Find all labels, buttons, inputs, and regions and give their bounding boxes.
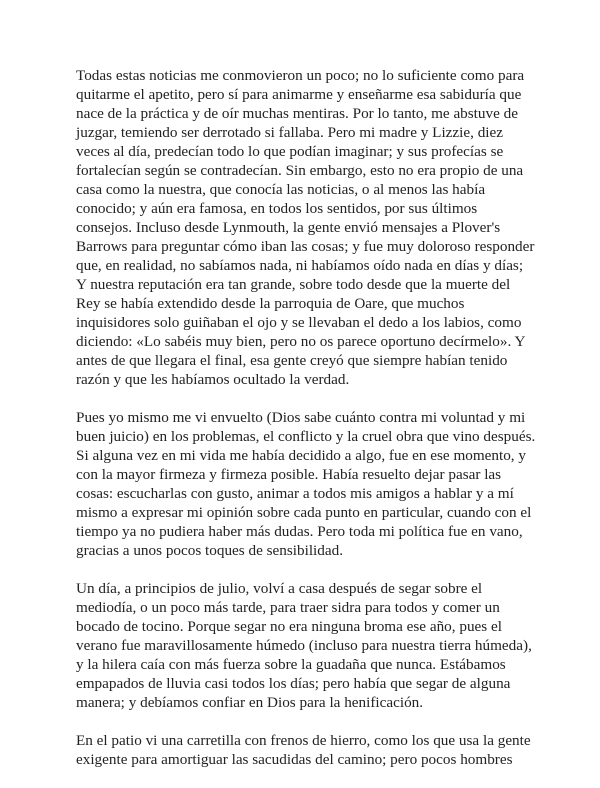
paragraph-4: En el patio vi una carretilla con frenos de hierro, como los que usa la gente exigente para amortiguar las sacudidas del camino; pero pocos hombres xyxy=(76,732,531,768)
paragraph-3: Un día, a principios de julio, volví a casa después de segar sobre el mediodía, o un poco más tarde, para traer sidra para todos y comer un bocado de tocino. Porque segar no era ninguna broma ese año, pues el verano fue maravillosamente húmedo (incluso para nuestra tierra húmeda), y la hilera caía con más fuerza sobre la guadaña que nunca. Estábamos empapados de lluvia casi todos los días; pero había que segar de alguna manera; y debíamos confiar en Dios para la henificación. xyxy=(76,580,532,711)
paragraph-2: Pues yo mismo me vi envuelto (Dios sabe cuánto contra mi voluntad y mi buen juicio) en los problemas, el conflicto y la cruel obra que vino después. Si alguna vez en mi vida me había decidido a algo, fue en ese momento, y con la mayor firmeza y firmeza posible. Había resuelto dejar pasar las cosas: escucharlas con gusto, animar a todos mis amigos a hablar y a mí mismo a expresar mi opinión sobre cada punto en particular, cuando con el tiempo ya no pudiera haber más dudas. Pero toda mi política fue en vano, gracias a unos pocos toques de sensibilidad. xyxy=(76,409,536,559)
paragraph-1: Todas estas noticias me conmovieron un poco; no lo suficiente como para quitarme el apetito, pero sí para animarme y enseñarme esa sabiduría que nace de la práctica y de oír muchas mentiras. Por lo tanto, me abstuve de juzgar, temiendo ser derrotado si fallaba. Pero mi madre y Lizzie, diez veces al día, predecían todo lo que podían imaginar; y sus profecías se fortalecían según se contradecían. Sin embargo, esto no era propio de una casa como la nuestra, que conocía las noticias, o al menos las había conocido; y aún era famosa, en todos los sentidos, por sus últimos consejos. Incluso desde Lynmouth, la gente envió mensajes a Plover's Barrows para preguntar cómo iban las cosas; y fue muy doloroso responder que, en realidad, no sabíamos nada, ni habíamos oído nada en días y días; Y nuestra reputación era tan grande, sobre todo desde que la muerte del Rey se había extendido desde la parroquia de Oare, que muchos inquisidores solo guiñaban el ojo y se llevaban el dedo a los labios, como diciendo: «Lo sabéis muy bien, pero no os parece oportuno decírmelo». Y antes de que llegara el final, esa gente creyó que siempre habían tenido razón y que les habíamos ocultado la verdad. xyxy=(76,67,535,388)
document-page xyxy=(76,66,536,788)
